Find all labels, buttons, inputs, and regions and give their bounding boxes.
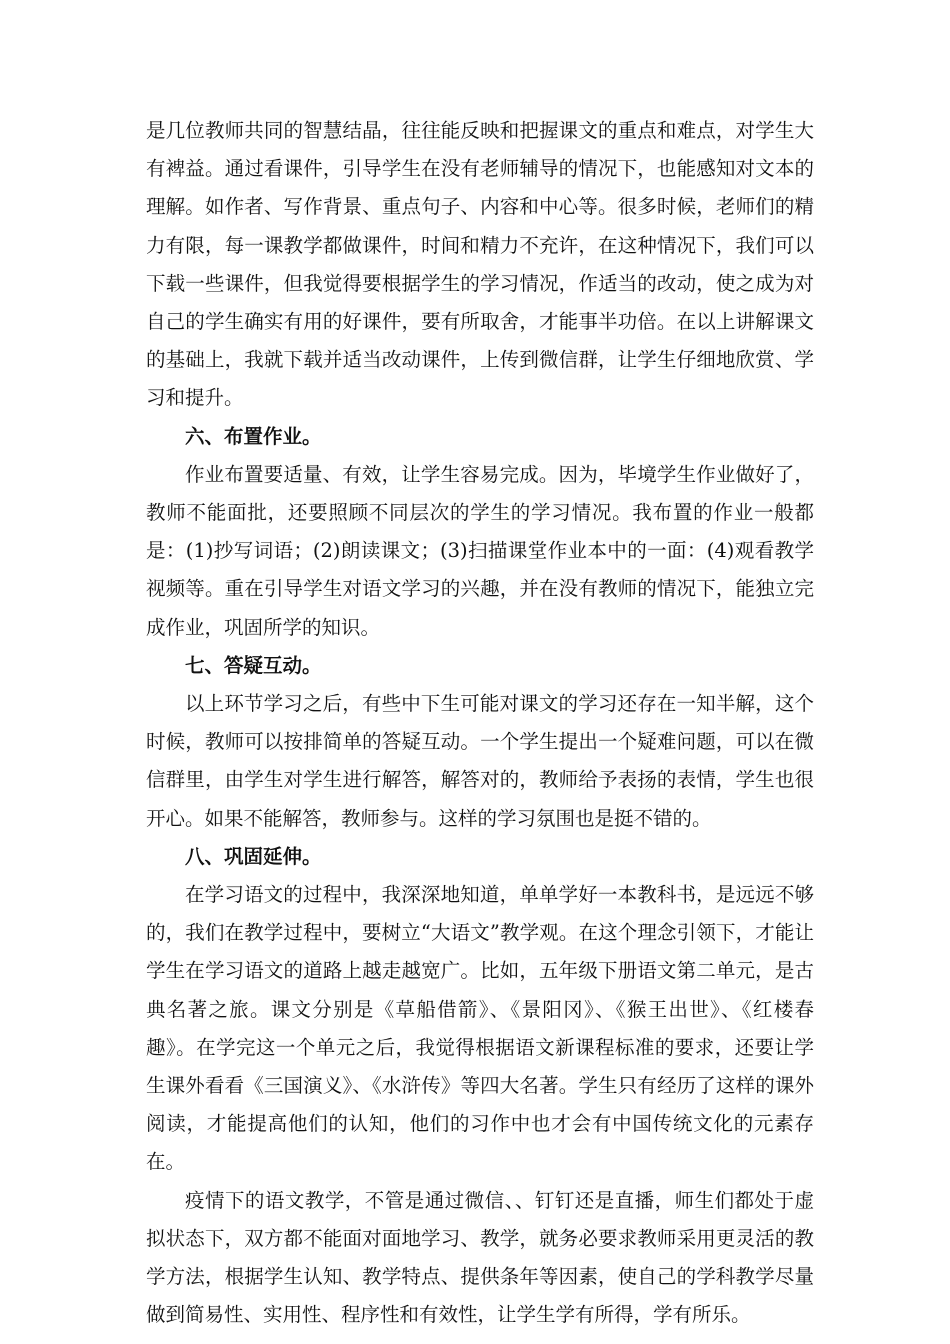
document-page [146, 112, 814, 1335]
paragraph-qa: 以上环节学习之后，有些中下生可能对课文的学习还存在一知半解，这个时候，教师可以按排简单的答疑互动。一个学生提出一个疑难问题，可以在微信群里，由学生对学生进行解答，解答对的，教师给予表扬的表情，学生也很开心。如果不能解答，教师参与。这样的学习氛围也是挺不错的。 [146, 692, 814, 830]
paragraph-intro: 是几位教师共同的智慧结晶，往往能反映和把握课文的重点和难点，对学生大有裨益。通过看课件，引导学生在没有老师辅导的情况下，也能感知对文本的理解。如作者、写作背景、重点句子、内容和中心等。很多时候，老师们的精力有限，每一课教学都做课件，时间和精力不充许，在这种情况下，我们可以下载一些课件，但我觉得要根据学生的学习情况，作适当的改动，使之成为对自己的学生确实有用的好课件，要有所取舍，才能事半功倍。在以上讲解课文的基础上，我就下载并适当改动课件，上传到微信群，让学生仔细地欣赏、学习和提升。 [146, 119, 814, 410]
section-heading-consolidate-extend: 八、巩固延伸。 [185, 844, 322, 868]
paragraph-homework: 作业布置要适量、有效，让学生容易完成。因为，毕境学生作业做好了，教师不能面批，还要照顾不同层次的学生的学习情况。我布置的作业一般都是：(1)抄写词语；(2)朗读课文；(3)扫描课堂作业本中的一面：(4)观看教学视频等。重在引导学生对语文学习的兴趣，并在没有教师的情况下，能独立完成作业，巩固所学的知识。 [146, 462, 814, 639]
paragraph-extension: 在学习语文的过程中，我深深地知道，单单学好一本教科书，是远远不够的，我们在教学过程中，要树立“大语文”教学观。在这个理念引领下，才能让学生在学习语文的道路上越走越宽广。比如，五年级下册语文第二单元，是古典名著之旅。课文分别是《草船借箭》、《景阳冈》、《猴王出世》、《红楼春趣》。在学完这一个单元之后，我觉得根据语文新课程标准的要求，还要让学生课外看看《三国演义》、《水浒传》等四大名著。学生只有经历了这样的课外阅读，才能提高他们的认知，他们的习作中也才会有中国传统文化的元素存在。 [146, 883, 814, 1174]
paragraph-conclusion: 疫情下的语文教学，不管是通过微信、、钉钉还是直播，师生们都处于虚拟状态下，双方都不能面对面地学习、教学，就务必要求教师采用更灵活的教学方法，根据学生认知、教学特点、提供条年等因素，使自己的学科教学尽量做到简易性、实用性、程序性和有效性，让学生学有所得，学有所乐。 [146, 1188, 814, 1327]
section-heading-qa-interaction: 七、答疑互动。 [185, 653, 322, 677]
section-heading-assign-homework: 六、布置作业。 [185, 424, 322, 448]
